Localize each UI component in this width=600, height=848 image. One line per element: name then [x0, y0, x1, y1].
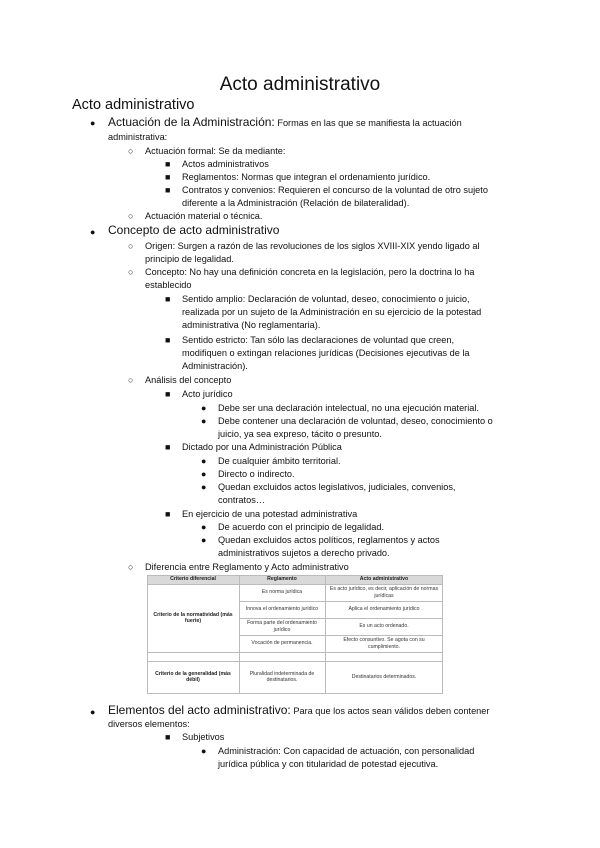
table-rule [147, 661, 443, 662]
s2-estricto-b: modifiquen o extingan relaciones jurídicas (Decisiones ejecutivas de la [182, 348, 470, 358]
table-cell: Vocación de permanencia. [251, 640, 313, 647]
bullet-l1: ● [201, 403, 207, 413]
s2-juridico: Acto jurídico [182, 389, 233, 399]
table-cell: Pluralidad indeterminada de destinatarios. [249, 670, 315, 683]
table-rule [147, 693, 443, 694]
table-cell: Es acto jurídico, es decir, aplicación de normas jurídicas [329, 586, 439, 599]
s3-adm-b: jurídica pública y con titularidad de potestad ejecutiva. [218, 759, 439, 769]
table-rule [147, 584, 443, 585]
table-cell: Es norma jurídica [261, 589, 303, 596]
s2-ejercicio: En ejercicio de una potestad administrativa [182, 509, 358, 519]
bullet-l2: ○ [128, 562, 134, 572]
table-cell: Forma parte del ordenamiento jurídico [247, 620, 317, 633]
s1-f1: Actos administrativos [182, 159, 269, 169]
s2-analisis: Análisis del concepto [145, 375, 232, 385]
bullet-l1: ● [90, 118, 96, 128]
s1-heading: Actuación de la Administración: [108, 115, 275, 129]
bullet-l3: ■ [165, 294, 171, 304]
comparison-table [147, 575, 443, 697]
table-cell: Efecto consuntivo. Se agota con su cumplimiento. [343, 637, 425, 650]
s2-amplio-b: realizada por un sujeto de la Administración en su ejercicio de la potestad [182, 307, 482, 317]
table-rule [147, 575, 443, 576]
bullet-l3: ■ [165, 172, 171, 182]
s1-tail-b: administrativa: [108, 132, 168, 142]
s1-formal: Actuación formal: Se da mediante: [145, 146, 286, 156]
bullet-l1: ● [90, 707, 96, 717]
s1-material: Actuación material o técnica. [145, 211, 263, 221]
table-criterio-generalidad: Criterio de la generalidad (más débil) [155, 670, 231, 683]
bullet-l1: ● [201, 469, 207, 479]
section-heading: Acto administrativo [72, 97, 195, 113]
s3-heading-line [108, 703, 538, 718]
s3-tail-b: diversos elementos: [108, 719, 190, 729]
bullet-l1: ● [201, 522, 207, 532]
bullet-l3: ■ [165, 509, 171, 519]
s2-concepto-b: establecido [145, 280, 192, 290]
bullet-l1: ● [201, 456, 207, 466]
s2-dictado: Dictado por una Administración Pública [182, 442, 342, 452]
s2-j1: Debe ser una declaración intelectual, no una ejecución material. [218, 403, 479, 413]
s2-e2a: Quedan excluidos actos políticos, reglamentos y actos [218, 535, 440, 545]
bullet-l1: ● [201, 416, 207, 426]
s1-f2: Reglamentos: Normas que integran el ordenamiento jurídico. [182, 172, 431, 182]
s2-j2b: juicio, ya sea expreso, tácito o presunto. [218, 429, 382, 439]
table-criterio-normatividad: Criterio de la normatividad (más fuerte) [153, 611, 233, 624]
bullet-l3: ■ [165, 442, 171, 452]
s3-tail-a: Para que los actos sean válidos deben contener [293, 706, 490, 716]
table-rule [147, 652, 443, 653]
s2-origen-a: Origen: Surgen a razón de las revoluciones de los siglos XVIII-XIX yendo ligado al [145, 241, 480, 251]
bullet-l3: ■ [165, 185, 171, 195]
s1-tail-a: Formas en las que se manifiesta la actuación [277, 118, 462, 128]
table-cell: Aplica el ordenamiento jurídico [348, 606, 420, 613]
bullet-l3: ■ [165, 732, 171, 742]
s3-adm-a: Administración: Con capacidad de actuación, con personalidad [218, 746, 475, 756]
s2-j2a: Debe contener una declaración de voluntad, deseo, conocimiento o [218, 416, 493, 426]
s2-diferencia: Diferencia entre Reglamento y Acto administrativo [145, 562, 349, 572]
bullet-l3: ■ [165, 389, 171, 399]
s2-heading: Concepto de acto administrativo [108, 223, 280, 237]
bullet-l1: ● [90, 227, 96, 237]
s1-f3a: Contratos y convenios: Requieren el concurso de la voluntad de otro sujeto [182, 185, 488, 195]
page-title: Acto administrativo [219, 74, 381, 95]
bullet-l2: ○ [128, 267, 134, 277]
table-header-reglamento: Reglamento [239, 575, 325, 584]
table-cell: Innova el ordenamiento jurídico [245, 606, 319, 613]
s2-amplio-a: Sentido amplio: Declaración de voluntad, deseo, conocimiento o juicio, [182, 294, 470, 304]
bullet-l2: ○ [128, 375, 134, 385]
table-rule [442, 575, 443, 694]
table-rule [239, 635, 443, 636]
table-rule [325, 575, 326, 694]
table-header-acto: Acto administrativo [325, 575, 443, 584]
s1-f3b: diferente a la Administración (Relación de bilateralidad). [182, 198, 410, 208]
bullet-l2: ○ [128, 241, 134, 251]
bullet-l1: ● [201, 746, 207, 756]
bullet-l2: ○ [128, 146, 134, 156]
s3-heading: Elementos del acto administrativo: [108, 703, 291, 717]
s2-d1: De cualquier ámbito territorial. [218, 456, 341, 466]
s3-subjetivos: Subjetivos [182, 732, 225, 742]
table-rule [147, 575, 148, 694]
s2-d2: Directo o indirecto. [218, 469, 295, 479]
s2-estricto-c: Administración). [182, 361, 248, 371]
s2-amplio-c: administrativa (No reglamentaria). [182, 320, 321, 330]
bullet-l1: ● [201, 535, 207, 545]
bullet-l2: ○ [128, 211, 134, 221]
s2-d3a: Quedan excluidos actos legislativos, judiciales, convenios, [218, 482, 456, 492]
s2-concepto-a: Concepto: No hay una definición concreta en la legislación, pero la doctrina lo ha [145, 267, 475, 277]
bullet-l3: ■ [165, 159, 171, 169]
table-rule [239, 601, 443, 602]
table-cell: Es un acto ordenado. [359, 623, 409, 630]
table-rule [239, 575, 240, 694]
s2-d3b: contratos… [218, 495, 265, 505]
table-rule [239, 618, 443, 619]
s2-e2b: administrativos sujetos a derecho privado. [218, 548, 390, 558]
bullet-l1: ● [201, 482, 207, 492]
bullet-l3: ■ [165, 335, 171, 345]
s2-e1: De acuerdo con el principio de legalidad. [218, 522, 384, 532]
table-header-criterio: Criterio diferencial [147, 575, 239, 584]
s2-estricto-a: Sentido estricto: Tan sólo las declaraciones de voluntad que creen, [182, 335, 455, 345]
table-cell: Destinatarios determinados. [351, 673, 417, 680]
s2-origen-b: principio de legalidad. [145, 254, 234, 264]
s1-heading-line [108, 115, 538, 130]
